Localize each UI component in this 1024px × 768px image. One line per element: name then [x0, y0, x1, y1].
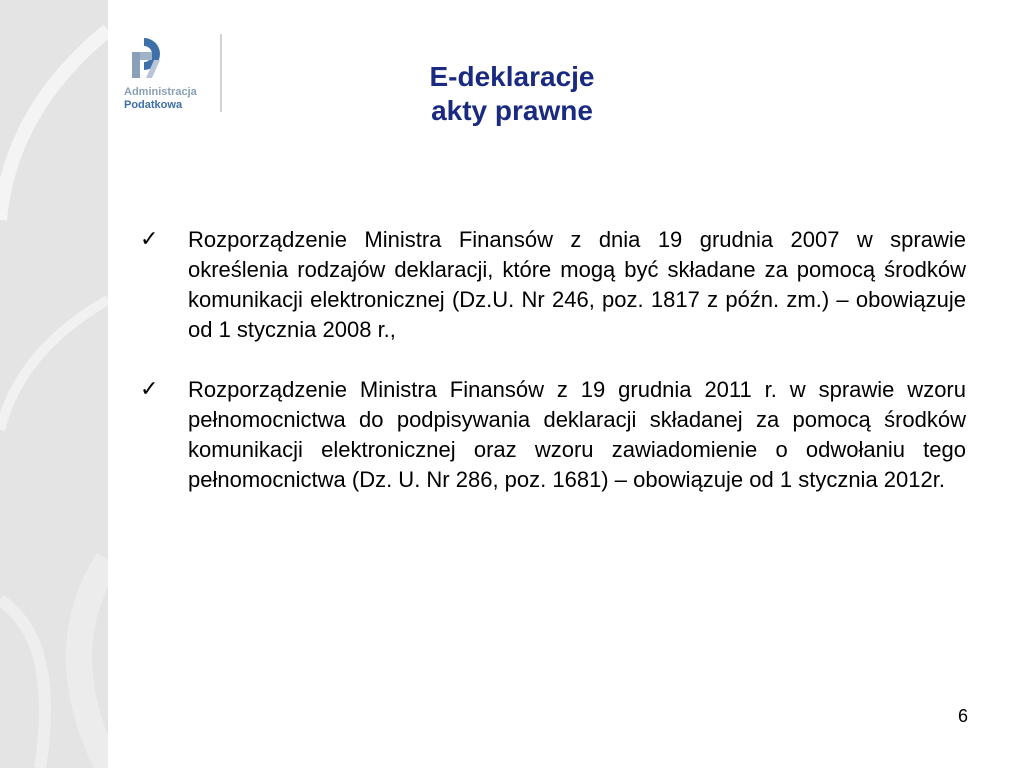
decorative-side-band	[0, 0, 108, 768]
title-line-2: akty prawne	[431, 95, 593, 126]
decorative-curves	[0, 0, 108, 768]
list-item	[140, 375, 966, 495]
list-item-text: Rozporządzenie Ministra Finansów z 19 grudnia 2011 r. w sprawie wzoru pełnomocnictwa do podpisywania deklaracji składanej za pomocą środków komunikacji elektronicznej oraz wzoru zawiadomienie o odwołaniu tego pełnomocnictwa (Dz. U. Nr 286, poz. 1681) – obowiązuje od 1 stycznia 2012r.	[188, 377, 966, 492]
title-line-1: E-deklaracje	[429, 61, 595, 92]
checkmark-icon: ✓	[140, 377, 159, 402]
checkmark-icon: ✓	[140, 227, 159, 252]
list-item	[140, 225, 966, 345]
administracja-podatkowa-logo	[118, 30, 228, 116]
list-item-text: Rozporządzenie Ministra Finansów z dnia 19 grudnia 2007 w sprawie określenia rodzajów deklaracji, które mogą być składane za pomocą środków komunikacji elektronicznej (Dz.U. Nr 246, poz. 1817 z późn. zm.) – obowiązuje od 1 stycznia 2008 r.,	[188, 227, 966, 342]
page-number: 6	[957, 706, 968, 726]
slide-title	[330, 60, 694, 128]
logo-text	[124, 86, 197, 112]
logo-divider	[220, 34, 222, 112]
logo-line-1: Administracja	[124, 86, 197, 98]
logo-mark-icon	[126, 34, 174, 86]
bullet-list	[140, 225, 966, 525]
logo-line-2: Podatkowa	[124, 99, 183, 111]
